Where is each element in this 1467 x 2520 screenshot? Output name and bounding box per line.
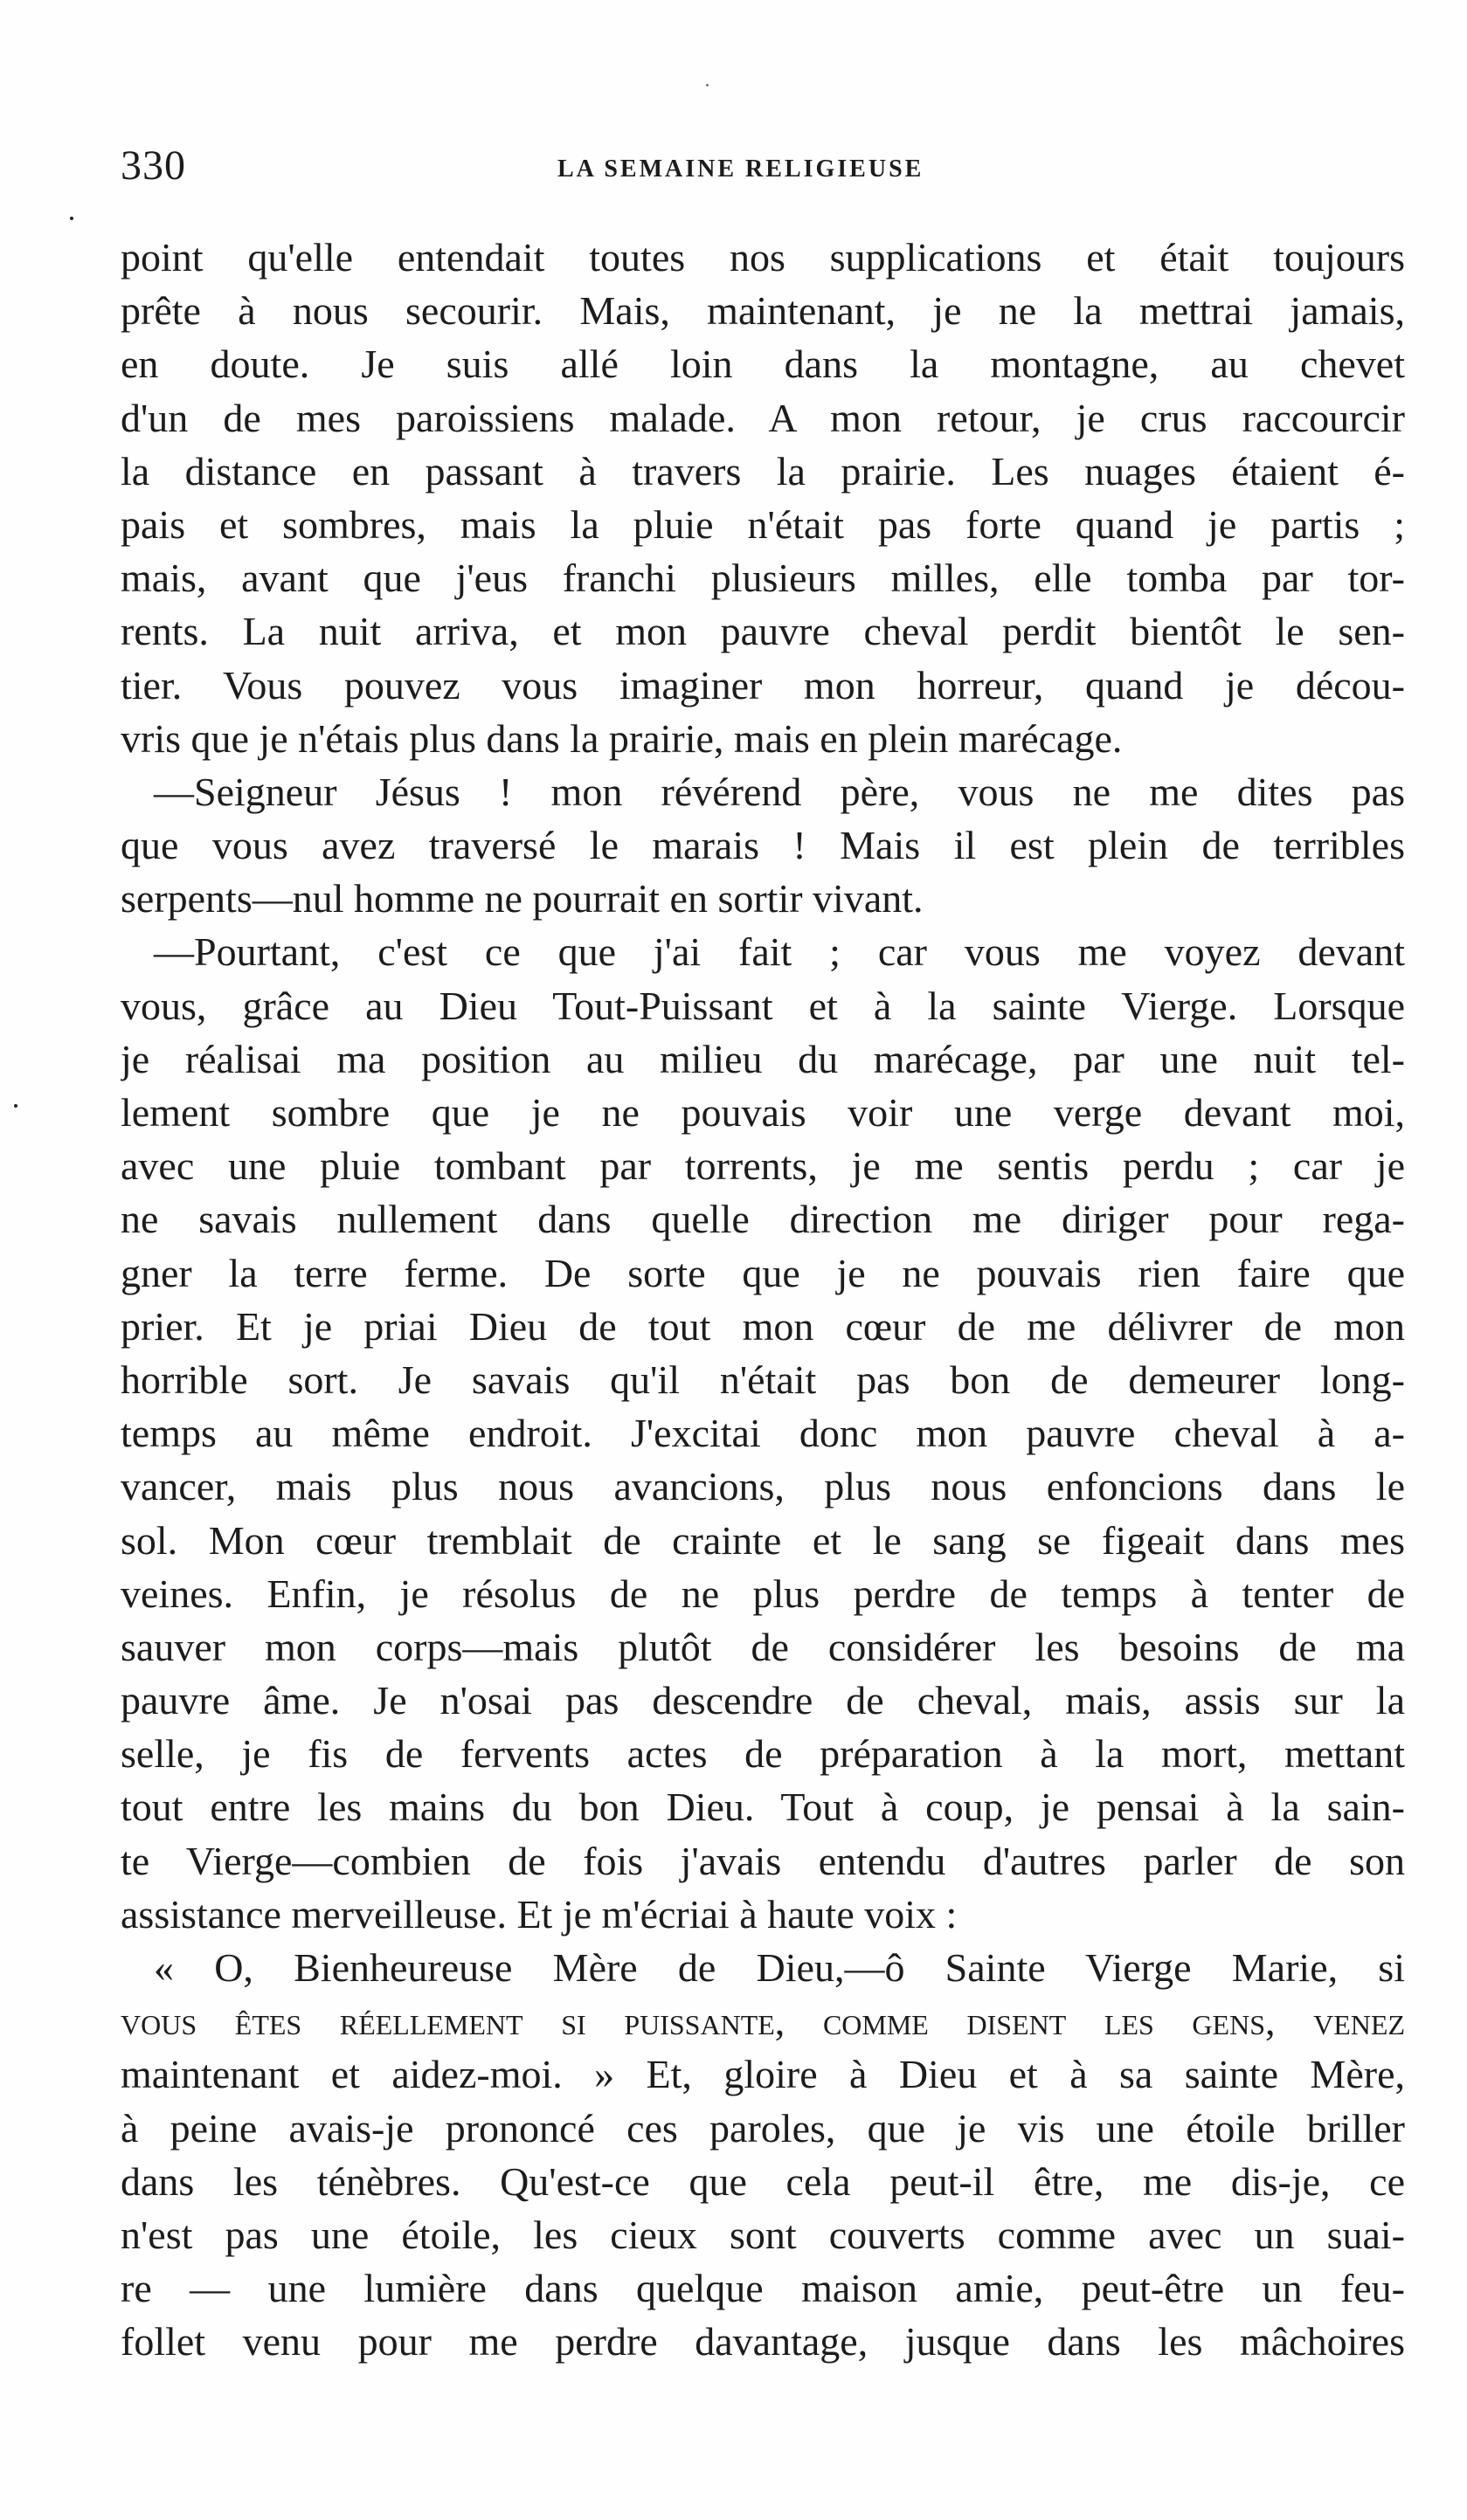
text-line: mais, avant que j'eus franchi plusieurs milles, elle tomba par tor- <box>121 556 1405 601</box>
text-line: sauver mon corps—mais plutôt de considérer les besoins de ma <box>121 1624 1405 1669</box>
text-line: tier. Vous pouvez vous imaginer mon horreur, quand je décou- <box>121 662 1405 708</box>
page-header <box>121 140 1403 203</box>
text-line: la distance en passant à travers la prairie. Les nuages étaient é- <box>121 448 1405 494</box>
scan-speck <box>70 217 73 220</box>
text-line: vris que je n'étais plus dans la prairie, mais en plein marécage. <box>121 715 1123 761</box>
text-line: pais et sombres, mais la pluie n'était pas forte quand je partis ; <box>121 501 1405 547</box>
text-line: n'est pas une étoile, les cieux sont couverts comme avec un suai- <box>121 2212 1405 2257</box>
text-line: veines. Enfin, je résolus de ne plus perdre de temps à tenter de <box>121 1571 1405 1616</box>
text-line: « O, Bienheureuse Mère de Dieu,—ô Sainte Vierge Marie, si <box>154 1945 1405 1990</box>
text-line: d'un de mes paroissiens malade. A mon retour, je crus raccourcir <box>121 395 1405 440</box>
scan-speck <box>706 84 709 86</box>
text-line: tout entre les mains du bon Dieu. Tout à coup, je pensai à la sain- <box>121 1785 1405 1830</box>
text-line: —Seigneur Jésus ! mon révérend père, vous ne me dites pas <box>154 769 1405 814</box>
text-line: selle, je fis de fervents actes de préparation à la mort, mettant <box>121 1731 1405 1777</box>
text-line: assistance merveilleuse. Et je m'écriai à haute voix : <box>121 1891 958 1937</box>
text-line: rents. La nuit arriva, et mon pauvre cheval perdit bientôt le sen- <box>121 609 1405 654</box>
text-line: prier. Et je priai Dieu de tout mon cœur de me délivrer de mon <box>121 1303 1405 1349</box>
text-line: ne savais nullement dans quelle direction me diriger pour rega- <box>121 1197 1405 1242</box>
text-line: te Vierge—combien de fois j'avais entendu d'autres parler de son <box>121 1838 1405 1883</box>
text-line: prête à nous secourir. Mais, maintenant, je ne la mettrai jamais, <box>121 288 1405 334</box>
text-line: vancer, mais plus nous avancions, plus nous enfoncions dans le <box>121 1464 1405 1509</box>
text-line: follet venu pour me perdre davantage, jusque dans les mâchoires <box>121 2319 1405 2365</box>
text-line: re — une lumière dans quelque maison amie, peut-être un feu- <box>121 2266 1405 2311</box>
text-line: que vous avez traversé le marais ! Mais il est plein de terribles <box>121 823 1405 868</box>
scan-speck <box>14 1104 17 1108</box>
text-line: sol. Mon cœur tremblait de crainte et le sang se figeait dans mes <box>121 1517 1405 1563</box>
page-number: 330 <box>121 142 186 189</box>
text-line: temps au même endroit. J'excitai donc mon pauvre cheval à a- <box>121 1411 1405 1456</box>
text-line: horrible sort. Je savais qu'il n'était pas bon de demeurer long- <box>121 1357 1405 1402</box>
text-line: vous êtes réellement si puissante, comme disent les gens, venez <box>121 1999 1405 2044</box>
text-line: serpents—nul homme ne pourrait en sortir vivant. <box>121 876 924 922</box>
text-line: je réalisai ma position au milieu du marécage, par une nuit tel- <box>121 1036 1405 1081</box>
text-line: en doute. Je suis allé loin dans la montagne, au chevet <box>121 342 1405 387</box>
text-line: avec une pluie tombant par torrents, je me sentis perdu ; car je <box>121 1143 1405 1189</box>
text-line: pauvre âme. Je n'osai pas descendre de cheval, mais, assis sur la <box>121 1678 1405 1723</box>
text-line: dans les ténèbres. Qu'est-ce que cela peut-il être, me dis-je, ce <box>121 2158 1405 2204</box>
text-line: à peine avais-je prononcé ces paroles, que je vis une étoile briller <box>121 2105 1405 2151</box>
running-title: LA SEMAINE RELIGIEUSE <box>557 155 924 183</box>
text-line: maintenant et aidez-moi. » Et, gloire à Dieu et à sa sainte Mère, <box>121 2052 1405 2097</box>
body-text <box>121 231 1405 2369</box>
text-line: —Pourtant, c'est ce que j'ai fait ; car vous me voyez devant <box>154 929 1405 975</box>
text-line: vous, grâce au Dieu Tout-Puissant et à la sainte Vierge. Lorsque <box>121 983 1405 1028</box>
text-line: lement sombre que je ne pouvais voir une verge devant moi, <box>121 1090 1405 1135</box>
text-line: point qu'elle entendait toutes nos supplications et était toujours <box>121 235 1405 280</box>
text-line: gner la terre ferme. De sorte que je ne pouvais rien faire que <box>121 1250 1405 1295</box>
